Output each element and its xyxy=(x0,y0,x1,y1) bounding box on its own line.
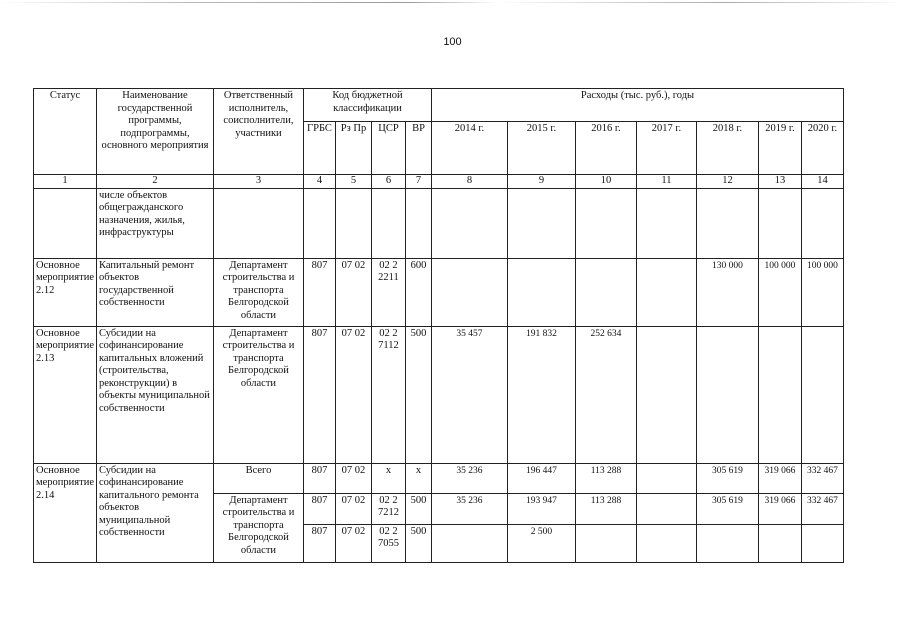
table-row-2-12 xyxy=(34,258,844,326)
header-year: 2017 г. xyxy=(636,122,696,175)
amount-cell xyxy=(575,258,636,326)
header-year: 2016 г. xyxy=(575,122,636,175)
header-expenses: Расходы (тыс. руб.), годы xyxy=(431,89,843,122)
rzpr-cell: 07 02 xyxy=(335,524,371,562)
amount-cell: 305 619 xyxy=(696,493,758,524)
amount-cell: 35 236 xyxy=(431,493,507,524)
amount-cell: 319 066 xyxy=(758,463,801,493)
amount-cell xyxy=(801,188,843,258)
rzpr-cell xyxy=(335,188,371,258)
vr-cell: 500 xyxy=(405,326,431,463)
column-number: 5 xyxy=(335,175,371,189)
amount-cell: 35 457 xyxy=(431,326,507,463)
amount-cell xyxy=(696,326,758,463)
column-number: 7 xyxy=(405,175,431,189)
amount-cell xyxy=(801,524,843,562)
column-number: 1 xyxy=(34,175,97,189)
csr-cell: 02 2 7055 xyxy=(371,524,405,562)
amount-cell xyxy=(431,524,507,562)
csr-cell xyxy=(371,188,405,258)
csr-cell: 02 2 7112 xyxy=(371,326,405,463)
amount-cell xyxy=(758,188,801,258)
executor-cell: Всего xyxy=(213,463,303,493)
rzpr-cell: 07 02 xyxy=(335,258,371,326)
header-year: 2019 г. xyxy=(758,122,801,175)
column-number: 10 xyxy=(575,175,636,189)
amount-cell xyxy=(636,493,696,524)
table-row-2-13 xyxy=(34,326,844,463)
table-row-continuation xyxy=(34,188,844,258)
table-row-2-14-total xyxy=(34,463,844,493)
amount-cell: 252 634 xyxy=(575,326,636,463)
column-number: 13 xyxy=(758,175,801,189)
amount-cell xyxy=(575,188,636,258)
amount-cell: 113 288 xyxy=(575,463,636,493)
amount-cell xyxy=(431,258,507,326)
status-cell xyxy=(34,188,97,258)
amount-cell: 100 000 xyxy=(758,258,801,326)
status-cell: Основное мероприятие 2.13 xyxy=(34,326,97,463)
column-number-row xyxy=(34,175,844,189)
header-year: 2018 г. xyxy=(696,122,758,175)
amount-cell xyxy=(507,188,575,258)
column-number: 14 xyxy=(801,175,843,189)
amount-cell xyxy=(575,524,636,562)
amount-cell: 35 236 xyxy=(431,463,507,493)
column-number: 6 xyxy=(371,175,405,189)
column-number: 4 xyxy=(303,175,335,189)
header-executor: Ответственный исполнитель, соисполнители, участники xyxy=(213,89,303,175)
column-number: 3 xyxy=(213,175,303,189)
name-cell: числе объектов общегражданского назначения, жилья, инфраструктуры xyxy=(96,188,213,258)
status-cell: Основное мероприятие 2.12 xyxy=(34,258,97,326)
amount-cell xyxy=(801,326,843,463)
header-status: Статус xyxy=(34,89,97,175)
page-number: 100 xyxy=(443,36,462,48)
vr-cell: х xyxy=(405,463,431,493)
amount-cell xyxy=(636,463,696,493)
grbs-cell: 807 xyxy=(303,493,335,524)
amount-cell: 113 288 xyxy=(575,493,636,524)
vr-cell xyxy=(405,188,431,258)
column-number: 2 xyxy=(96,175,213,189)
header-budget-code: Код бюджетной классификации xyxy=(303,89,431,122)
column-number: 11 xyxy=(636,175,696,189)
grbs-cell: 807 xyxy=(303,524,335,562)
amount-cell: 332 467 xyxy=(801,463,843,493)
amount-cell xyxy=(636,258,696,326)
status-cell: Основное мероприятие 2.14 xyxy=(34,463,97,562)
amount-cell xyxy=(431,188,507,258)
header-grbs: ГРБС xyxy=(303,122,335,175)
amount-cell: 332 467 xyxy=(801,493,843,524)
grbs-cell: 807 xyxy=(303,258,335,326)
amount-cell: 196 447 xyxy=(507,463,575,493)
executor-cell: Департамент строительства и транспорта Белгородской области xyxy=(213,493,303,562)
executor-cell: Департамент строительства и транспорта Белгородской области xyxy=(213,258,303,326)
grbs-cell xyxy=(303,188,335,258)
rzpr-cell: 07 02 xyxy=(335,463,371,493)
grbs-cell: 807 xyxy=(303,326,335,463)
scan-top-edge xyxy=(0,2,905,3)
csr-cell: 02 2 7212 xyxy=(371,493,405,524)
budget-table xyxy=(33,88,844,563)
vr-cell: 500 xyxy=(405,493,431,524)
amount-cell xyxy=(507,258,575,326)
amount-cell: 191 832 xyxy=(507,326,575,463)
header-year: 2014 г. xyxy=(431,122,507,175)
amount-cell: 305 619 xyxy=(696,463,758,493)
amount-cell xyxy=(636,524,696,562)
vr-cell: 600 xyxy=(405,258,431,326)
amount-cell xyxy=(636,188,696,258)
rzpr-cell: 07 02 xyxy=(335,493,371,524)
amount-cell xyxy=(758,524,801,562)
csr-cell: х xyxy=(371,463,405,493)
name-cell: Субсидии на софинансирование капитального ремонта объектов муниципальной собственности xyxy=(96,463,213,562)
executor-cell xyxy=(213,188,303,258)
amount-cell xyxy=(696,188,758,258)
amount-cell: 193 947 xyxy=(507,493,575,524)
rzpr-cell: 07 02 xyxy=(335,326,371,463)
header-name: Наименование государственной программы, подпрограммы, основного мероприятия xyxy=(96,89,213,175)
amount-cell xyxy=(636,326,696,463)
amount-cell: 100 000 xyxy=(801,258,843,326)
amount-cell: 2 500 xyxy=(507,524,575,562)
header-year: 2015 г. xyxy=(507,122,575,175)
grbs-cell: 807 xyxy=(303,463,335,493)
vr-cell: 500 xyxy=(405,524,431,562)
amount-cell xyxy=(696,524,758,562)
column-number: 8 xyxy=(431,175,507,189)
column-number: 9 xyxy=(507,175,575,189)
amount-cell xyxy=(758,326,801,463)
header-year: 2020 г. xyxy=(801,122,843,175)
header-vr: ВР xyxy=(405,122,431,175)
header-csr: ЦСР xyxy=(371,122,405,175)
header-rzpr: Рз Пр xyxy=(335,122,371,175)
column-number: 12 xyxy=(696,175,758,189)
name-cell: Субсидии на софинансирование капитальных вложений (строительства, реконструкции) в объекты муниципальной собственности xyxy=(96,326,213,463)
csr-cell: 02 2 2211 xyxy=(371,258,405,326)
name-cell: Капитальный ремонт объектов государственной собственности xyxy=(96,258,213,326)
header-row-1 xyxy=(34,89,844,122)
executor-cell: Департамент строительства и транспорта Белгородской области xyxy=(213,326,303,463)
amount-cell: 130 000 xyxy=(696,258,758,326)
amount-cell: 319 066 xyxy=(758,493,801,524)
